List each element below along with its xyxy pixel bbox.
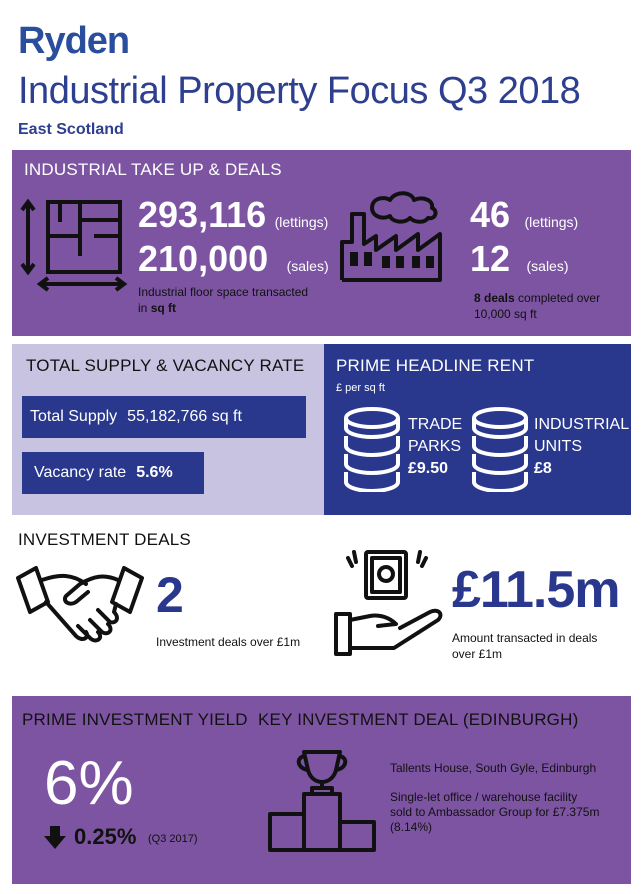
vacancy-bar [22,452,204,494]
lettings-deals [470,194,578,236]
trade-parks [408,414,462,480]
sales-deals [470,238,569,280]
lettings-space-label: (lettings) [274,214,329,230]
rent-heading: PRIME HEADLINE RENT [336,356,535,375]
keydeal-location: Tallents House, South Gyle, Edinburgh [390,761,597,775]
floor-note-line2 [138,300,338,316]
investment-heading: INVESTMENT DEALS [18,530,191,549]
industrial-units-value: £8 [534,460,552,477]
deals-note-rest: completed over [514,291,601,305]
factory-icon [338,186,464,286]
rent-unit: £ per sq ft [336,382,385,394]
brand-logo: Ryden [18,20,130,62]
supply-panel [12,344,324,515]
coins-icon [470,406,532,492]
total-supply-bar [22,396,306,438]
deals-note-line1 [474,290,634,306]
sales-space [138,238,329,280]
lettings-space [138,194,328,236]
supply-heading: TOTAL SUPPLY & VACANCY RATE [26,356,305,375]
industrial-units-line2: UNITS [534,438,582,455]
sales-deals-value: 12 [470,238,511,279]
floor-space-note [138,284,338,316]
deals-note [474,290,634,322]
investment-deals-note: Investment deals over £1m [156,635,301,649]
keydeal-description [390,790,599,835]
investment-amount-note [452,630,597,662]
total-supply-value: 55,182,766 sq ft [127,408,242,425]
keydeal-line2: Single-let office / warehouse facility [390,790,578,804]
region-label: East Scotland [18,121,124,138]
lettings-deals-label: (lettings) [524,214,579,230]
floor-note-line1: Industrial floor space transacted [138,285,309,299]
trade-parks-value: £9.50 [408,460,449,477]
handshake-icon [16,562,144,656]
takeup-heading: INDUSTRIAL TAKE UP & DEALS [24,160,282,179]
floor-plan-icon [20,196,130,292]
lettings-space-value: 293,116 [138,194,267,235]
lettings-deals-value: 46 [470,194,511,235]
trade-parks-line1: TRADE [408,416,463,433]
deals-count: 8 deals [474,291,515,305]
trade-parks-line2: PARKS [408,438,462,455]
takeup-panel [12,150,631,336]
keydeal-line3: sold to Ambassador Group for £7.375m [390,805,600,819]
floor-note-unit: sq ft [150,301,177,315]
yield-panel [12,696,631,884]
yield-heading: PRIME INVESTMENT YIELD [22,710,248,729]
floor-note-prefix: in [138,301,151,315]
investment-amount: £11.5m [452,561,620,619]
coins-icon [342,406,404,492]
sales-space-value: 210,000 [138,238,269,279]
industrial-units-line1: INDUSTRIAL [534,416,630,433]
amount-note-line2: over £1m [452,647,503,661]
keydeal-line4: (8.14%) [390,820,433,834]
money-hand-icon [334,548,446,660]
total-supply-label: Total Supply [30,408,118,425]
amount-note-line1: Amount transacted in deals [452,631,598,645]
down-arrow-icon [44,824,66,850]
rent-panel [324,344,631,515]
yield-value: 6% [44,749,134,818]
investment-deals-count: 2 [156,567,184,623]
yield-change-ref: (Q3 2017) [148,833,198,845]
sales-space-label: (sales) [286,258,329,274]
keydeal-heading: KEY INVESTMENT DEAL (EDINBURGH) [258,710,579,729]
page-title: Industrial Property Focus Q3 2018 [18,70,581,112]
industrial-units [534,414,629,480]
deals-note-line2: 10,000 sq ft [474,307,537,321]
sales-deals-label: (sales) [526,258,569,274]
trophy-podium-icon [266,748,378,852]
vacancy-value: 5.6% [136,464,173,481]
vacancy-label: Vacancy rate [34,464,127,481]
yield-change: 0.25% [74,824,137,849]
